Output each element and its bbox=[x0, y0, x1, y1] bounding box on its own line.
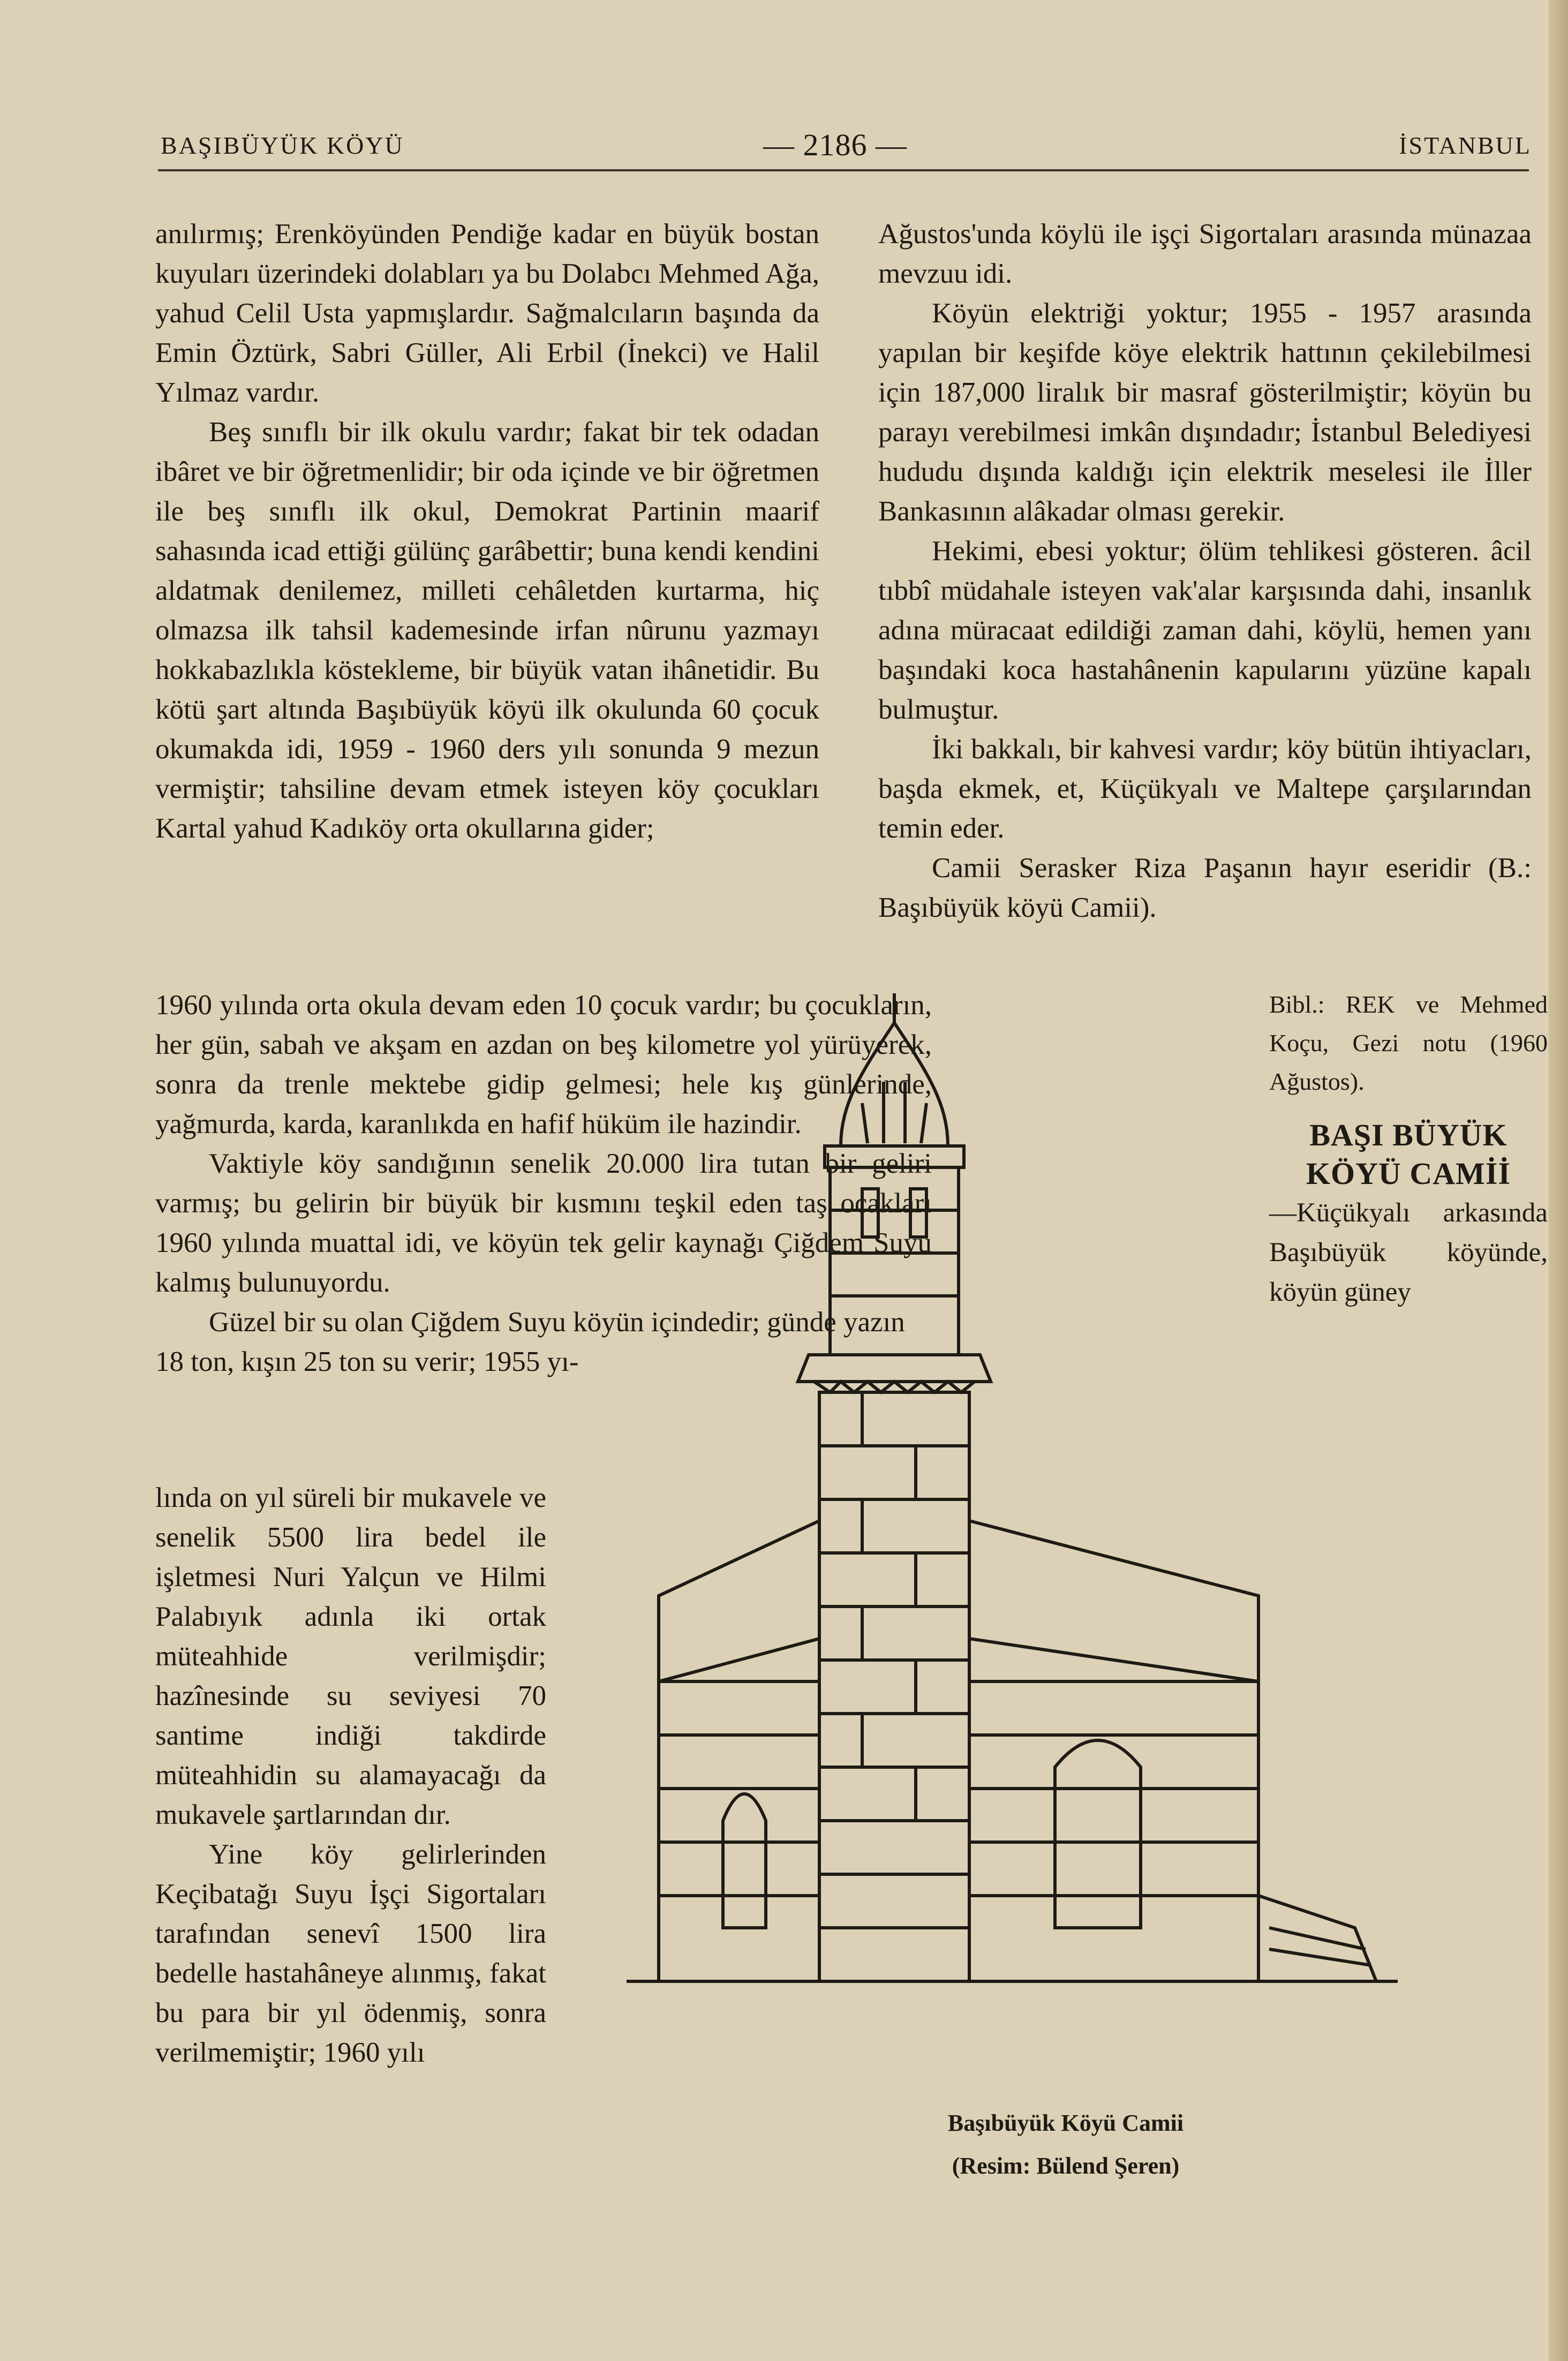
paragraph: Köyün elektriği yoktur; 1955 - 1957 arasında yapılan bir keşifde köye elektrik hattının çekilebilmesi için 187,000 liralık bir masraf gösterilmiştir; köyün bu parayı verebilmesi imkân dışındadır; İstanbul Belediyesi hududu dışında kaldığı için elektrik meselesi ile İller Bankasının alâkadar olması gerekir. bbox=[878, 298, 1532, 527]
paragraph: Güzel bir su olan Çiğdem Suyu köyün içindedir; günde yazın 18 ton, kışın 25 ton su verir; 1955 yı- bbox=[155, 1307, 905, 1377]
paragraph: Beş sınıflı bir ilk okulu vardır; fakat bir tek odadan ibâret ve bir öğretmenlidir; bir oda içinde ve bir öğretmen ile beş sınıflı ilk okul, Demokrat Partinin maarif sahasında icad ettiği gülünç garâbettir; buna kendi kendini aldatmak denilemez, milleti cehâletden kurtarma, hiç olmazsa ilk tahsil kademesinde irfan nûrunu yazmayı hokkabazlıkla köstekleme, bir büyük vatan ihânetidir. Bu kötü şart altında Başıbüyük köyü ilk okulunda 60 çocuk okumakda idi, 1959 - 1960 ders yılı sonunda 9 mezun vermiştir; tahsiline devam etmek isteyen köy çocukları Kartal yahud Kadıköy orta okullarına gider; bbox=[155, 417, 819, 844]
header-left: BAŞIBÜYÜK KÖYÜ bbox=[161, 132, 404, 159]
paragraph: Camii Serasker Riza Paşanın hayır eseridir (B.: Başıbüyük köyü Camii). bbox=[878, 853, 1532, 923]
paragraph: Hekimi, ebesi yoktur; ölüm tehlikesi gösteren. âcil tıbbî müdahale isteyen vak'alar karşısında dahi, insanlık adına müracaat edildiği zaman dahi, köylü, hemen yanı başındaki koca hastahânenin kapularını yüzüne kapalı bulmuştur. bbox=[878, 535, 1532, 725]
paragraph: lında on yıl süreli bir mukavele ve senelik 5500 lira bedel ile işletmesi Nuri Yalçun ve Hilmi Palabıyık adınla iki ortak müteahhide verilmişdir; hazînesinde su seviyesi 70 santime indiği takdirde müteahhidin su alamayacağı da mukavele şartlarından dır. bbox=[155, 1482, 546, 1830]
left-column-top bbox=[155, 214, 819, 848]
paragraph: Ağustos'unda köylü ile işçi Sigortaları arasında münazaa mevzuu idi. bbox=[878, 218, 1532, 289]
paragraph: anılırmış; Erenköyünden Pendiğe kadar en büyük bostan kuyuları üzerindeki dolabları ya bu Dolabcı Mehmed Ağa, yahud Celil Usta yapmışlardır. Sağmalcıların başında da Emin Öztürk, Sabri Güller, Ali Erbil (İnekci) ve Halil Yılmaz vardır. bbox=[155, 218, 819, 408]
page-number: — 2186 — bbox=[763, 127, 907, 162]
caption-title: Başıbüyük Köyü Camii bbox=[947, 2110, 1184, 2136]
paragraph: İki bakkalı, bir kahvesi vardır; köy bütün ihtiyacları, başda ekmek, et, Küçükyalı ve Maltepe çarşılarından temin eder. bbox=[878, 734, 1532, 844]
right-column-top bbox=[878, 214, 1532, 927]
header-rule bbox=[158, 169, 1529, 171]
page-edge bbox=[1549, 0, 1568, 2361]
section-title: BAŞI BÜYÜK KÖYÜ CAMİİ bbox=[1306, 1118, 1511, 1191]
header-right: İSTANBUL bbox=[1399, 132, 1532, 159]
paragraph: Vaktiyle köy sandığının senelik 20.000 lira tutan bir geliri varmış; bu gelirin bir büyük bir kısmını teşkil eden taş ocakları 1960 yılında muattal idi, ve köyün tek gelir kaynağı Çiğdem Suyu kalmış bulunuyordu. bbox=[155, 1148, 932, 1298]
running-header bbox=[161, 127, 1532, 179]
caption-credit: (Resim: Bülend Şeren) bbox=[952, 2153, 1180, 2179]
left-column-bottom bbox=[155, 1478, 546, 2072]
wide-column bbox=[155, 985, 932, 1382]
right-column-narrow bbox=[1269, 985, 1548, 1312]
paragraph: Yine köy gelirlerinden Keçibatağı Suyu İşçi Sigortaları tarafından senevî 1500 lira bedelle hastahâneye alınmış, fakat bu para bir yıl ödenmiş, sonra verilmemiştir; 1960 yılı bbox=[155, 1839, 546, 2068]
section-body: —Küçükyalı arkasında Başıbüyük köyünde, köyün güney bbox=[1269, 1198, 1548, 1307]
figure-caption bbox=[846, 2102, 1285, 2187]
paragraph: 1960 yılında orta okula devam eden 10 çocuk vardır; bu çocukların, her gün, sabah ve akşam en azdan on beş kilometre yol yürüyerek, sonra da trenle mektebe gidip gelmesi; hele kış günlerinde, yağmurda, karda, karanlıkda en hafif hüküm ile hazindir. bbox=[155, 990, 932, 1140]
bibliography: Bibl.: REK ve Mehmed Koçu, Gezi notu (1960 Ağustos). bbox=[1269, 991, 1548, 1095]
